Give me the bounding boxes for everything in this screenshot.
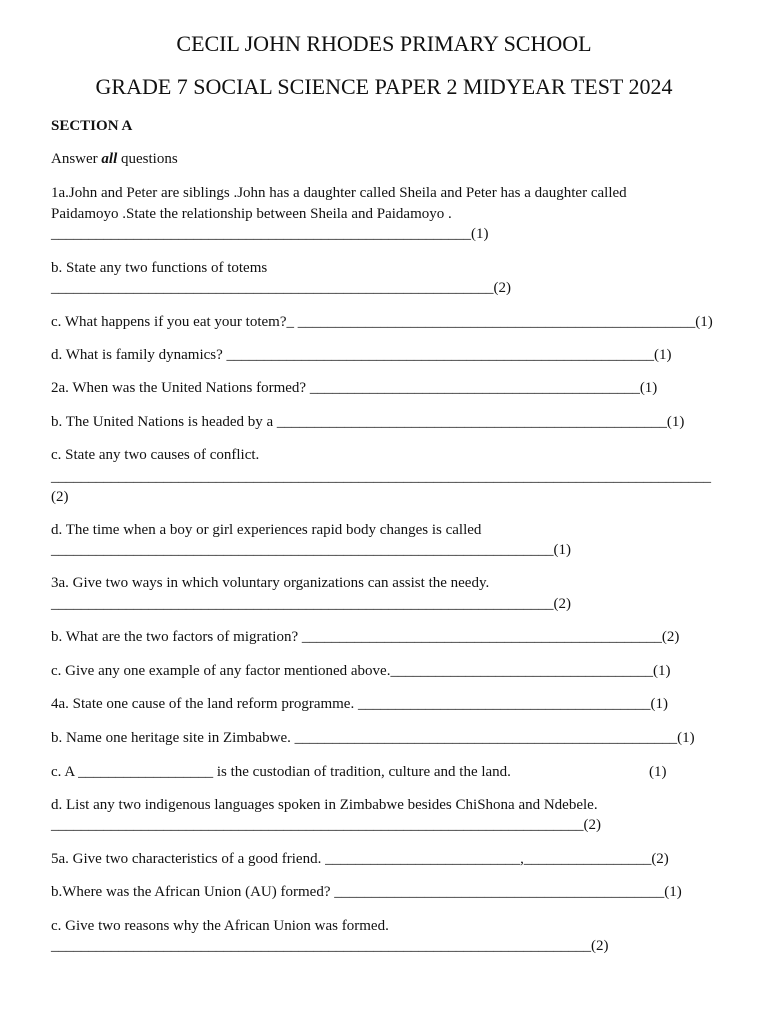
question-5c-answer-line: ________________________________________________________________________(2) (51, 938, 609, 954)
question-1b-answer-line: ___________________________________________________________(2) (51, 280, 511, 296)
question-1a-answer-line: ________________________________________________________(1) (51, 226, 489, 242)
question-1a-line-1: 1a.John and Peter are siblings .John has a daughter called Sheila and Peter has a daughter called (51, 185, 627, 201)
question-4b: b. Name one heritage site in Zimbabwe. ___________________________________________________(1) (51, 730, 695, 746)
question-3c: c. Give any one example of any factor mentioned above.___________________________________(1) (51, 663, 671, 679)
school-name: CECIL JOHN RHODES PRIMARY SCHOOL (176, 31, 592, 56)
question-1c: c. What happens if you eat your totem?_ _____________________________________________________(1) (51, 314, 713, 330)
question-2c-answer-line: ________________________________________________________________________________________ (51, 469, 711, 485)
paper-title: GRADE 7 SOCIAL SCIENCE PAPER 2 MIDYEAR TEST 2024 (95, 74, 673, 99)
instruction-post: questions (117, 151, 178, 167)
question-3a-answer-line: ___________________________________________________________________(2) (51, 596, 571, 612)
question-5c: c. Give two reasons why the African Union was formed. (51, 918, 389, 934)
question-2b: b. The United Nations is headed by a ____________________________________________________(1) (51, 414, 685, 430)
section-title: SECTION A (51, 118, 133, 134)
question-5a: 5a. Give two characteristics of a good friend. __________________________,_________________(2) (51, 851, 669, 867)
question-2c: c. State any two causes of conflict. (51, 447, 260, 463)
question-3b: b. What are the two factors of migration? ________________________________________________(2) (51, 629, 680, 645)
question-5b: b.Where was the African Union (AU) formed? ____________________________________________(1) (51, 884, 682, 900)
question-4d: d. List any two indigenous languages spoken in Zimbabwe besides ChiShona and Ndebele. (51, 797, 598, 813)
instruction-emphasis: all (101, 151, 118, 167)
question-4a: 4a. State one cause of the land reform programme. _______________________________________(1) (51, 696, 668, 712)
question-2d-answer-line: ___________________________________________________________________(1) (51, 542, 571, 558)
question-1b: b. State any two functions of totems (51, 260, 268, 276)
question-2c-mark: (2) (51, 489, 69, 505)
question-2a: 2a. When was the United Nations formed? ____________________________________________(1) (51, 380, 658, 396)
question-4d-answer-line: _______________________________________________________________________(2) (51, 817, 601, 833)
instruction (51, 149, 178, 169)
question-1d: d. What is family dynamics? _________________________________________________________(1) (51, 347, 672, 363)
question-4c-mark: (1) (649, 764, 667, 780)
question-1a-line-2: Paidamoyo .State the relationship between Sheila and Paidamoyo . (51, 206, 452, 222)
question-4c: c. A __________________ is the custodian of tradition, culture and the land. (51, 764, 511, 780)
question-2d: d. The time when a boy or girl experiences rapid body changes is called (51, 522, 482, 538)
instruction-pre: Answer (51, 151, 102, 167)
question-3a: 3a. Give two ways in which voluntary organizations can assist the needy. (51, 575, 490, 591)
